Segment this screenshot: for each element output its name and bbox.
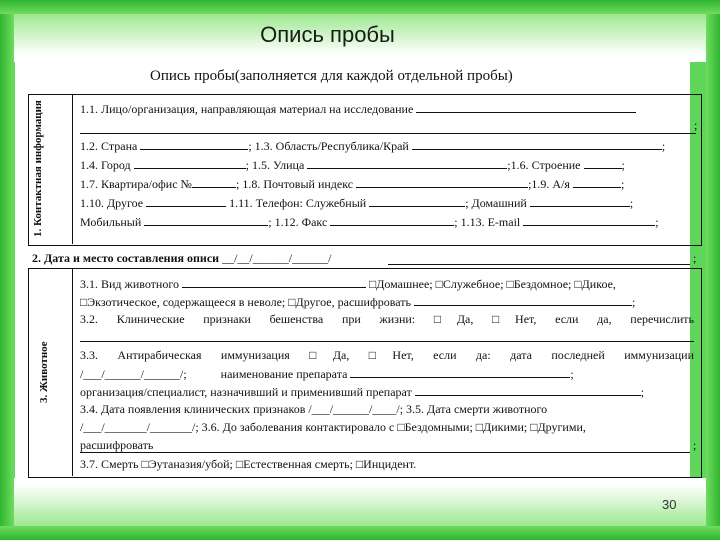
s3-row2	[80, 294, 635, 309]
s1-r6-email-field	[523, 214, 655, 226]
s1-r3-street-field	[307, 157, 507, 169]
s1-r3-city-field	[134, 157, 246, 169]
s3-r7-onset: 3.4. Дата появления клинических признаков /___/______/____/;	[80, 402, 404, 416]
s1-r2-country: 1.2. Страна	[80, 139, 138, 153]
s1-r1-end: ;	[694, 118, 698, 132]
s3-r8-contact: 3.6. До заболевания контактировало с □Бездомными; □Дикими; □Другими,	[201, 420, 586, 434]
s3-row3: 3.2. Клинические признаки бешенства при жизни: □Да, □Нет, если да, перечислить	[80, 312, 694, 326]
s3-r2-field	[414, 294, 632, 306]
s1-r5-other: 1.10. Другое	[80, 196, 144, 210]
s1-row1	[80, 101, 636, 116]
s1-row4	[80, 176, 624, 191]
s3-r6-field	[415, 384, 641, 396]
s1-r6-fax-field	[330, 214, 454, 226]
s2-end: ;	[693, 251, 697, 265]
s3-r5-drug-field	[350, 366, 570, 378]
document-heading: Опись пробы(заполняется для каждой отдельной пробы)	[150, 68, 513, 84]
s1-r2-country-field	[140, 138, 248, 150]
page-number: 30	[662, 497, 677, 512]
footer-band	[14, 478, 706, 526]
frame-right	[706, 0, 720, 540]
s1-r3-building: ;1.6. Строение	[507, 158, 581, 172]
s1-r3-street: ; 1.5. Улица	[245, 158, 305, 172]
s3-r1-species-field	[182, 276, 366, 288]
s1-r4-pobox: ;1.9. А/я	[528, 177, 570, 191]
s3-r2-end: ;	[631, 295, 636, 309]
s1-r6-mobile: Мобильный	[80, 215, 142, 229]
s1-r5-phone-home-field	[530, 195, 630, 207]
s2-date: __/__/______/______/	[222, 251, 332, 265]
section3-label: 3. Животное	[38, 341, 50, 403]
slide-title: Опись пробы	[260, 22, 395, 47]
s1-r6-fax: ; 1.12. Факс	[268, 215, 328, 229]
section3-divider	[72, 268, 73, 476]
frame-bottom	[0, 526, 720, 540]
s1-r4-apt-field	[192, 176, 236, 188]
s1-r4-end: ;	[620, 177, 625, 191]
s1-r5-phone-work: 1.11. Телефон: Служебный	[229, 196, 367, 210]
s3-row7	[80, 402, 547, 416]
frame-left	[0, 0, 14, 540]
s3-row1	[80, 276, 616, 291]
s1-r3-end: ;	[621, 158, 625, 172]
s1-r5-other-field	[146, 195, 226, 207]
s1-r5-end: ;	[629, 196, 634, 210]
s1-row5	[80, 195, 633, 210]
s3-r1-options: □Домашнее; □Служебное; □Бездомное; □Дикое,	[368, 277, 616, 291]
s1-r5-phone-home: ; Домашний	[465, 196, 527, 210]
s3-row9	[80, 438, 153, 452]
s2-label: 2. Дата и место составления описи	[32, 251, 220, 265]
s1-row2	[80, 138, 665, 153]
frame-top	[0, 0, 720, 14]
s3-r5-drug: наименование препарата	[220, 367, 348, 381]
s3-r6-text: организация/специалист, назначивший и применивший препарат	[80, 385, 412, 399]
s1-r3-city: 1.4. Город	[80, 158, 131, 172]
s1-row6	[80, 214, 659, 229]
s3-r1-species: 3.1. Вид животного	[80, 277, 179, 291]
s1-r2-region-field	[412, 138, 662, 150]
s1-r4-apt: 1.7. Квартира/офис №	[80, 177, 192, 191]
s1-r4-zip: ; 1.8. Почтовый индекс	[235, 177, 354, 191]
s1-row3	[80, 157, 625, 172]
s3-r7-death: 3.5. Дата смерти животного	[406, 402, 548, 416]
s1-r5-phone-work-field	[369, 195, 465, 207]
section1-divider	[72, 94, 73, 244]
s3-r8-date: /___/_______/_______/;	[80, 420, 199, 434]
s3-row4: 3.3. Антирабическая иммунизация □Да, □Нет, если да: дата последней иммунизации	[80, 348, 694, 362]
s3-row6	[80, 384, 644, 399]
s1-r6-email: ; 1.13. E-mail	[454, 215, 521, 229]
s1-r6-mobile-field	[144, 214, 268, 226]
s3-row8	[80, 420, 586, 434]
s3-row10: 3.7. Смерть □Эутаназия/убой; □Естественная смерть; □Инцидент.	[80, 457, 417, 471]
s1-r2-end: ;	[661, 139, 666, 153]
s3-r3-field	[80, 341, 694, 342]
s1-r4-pobox-field	[573, 176, 621, 188]
s3-row5	[80, 366, 574, 381]
s1-r3-building-field	[584, 157, 622, 169]
s3-r9-end: ;	[693, 438, 697, 452]
s3-r9-field	[80, 452, 690, 453]
s3-r5-end: ;	[570, 367, 574, 381]
s2-place-field	[388, 264, 690, 265]
s1-r4-zip-field	[356, 176, 528, 188]
s2-row	[32, 251, 331, 265]
s3-r9-text: расшифровать	[80, 438, 154, 452]
s1-r1-continuation	[80, 133, 696, 134]
s1-r1-field	[416, 101, 636, 113]
s3-r5-date: /___/______/______/;	[80, 367, 187, 381]
s3-r6-end: ;	[640, 385, 645, 399]
section1-label: 1. Контактная информация	[32, 100, 44, 238]
s1-r2-region: ; 1.3. Область/Республика/Край	[248, 139, 409, 153]
s1-r6-end: ;	[655, 215, 659, 229]
s3-r2-text: □Экзотическое, содержащееся в неволе; □Другое, расшифровать	[80, 295, 411, 309]
s1-r1-text: 1.1. Лицо/организация, направляющая материал на исследование	[80, 102, 414, 116]
